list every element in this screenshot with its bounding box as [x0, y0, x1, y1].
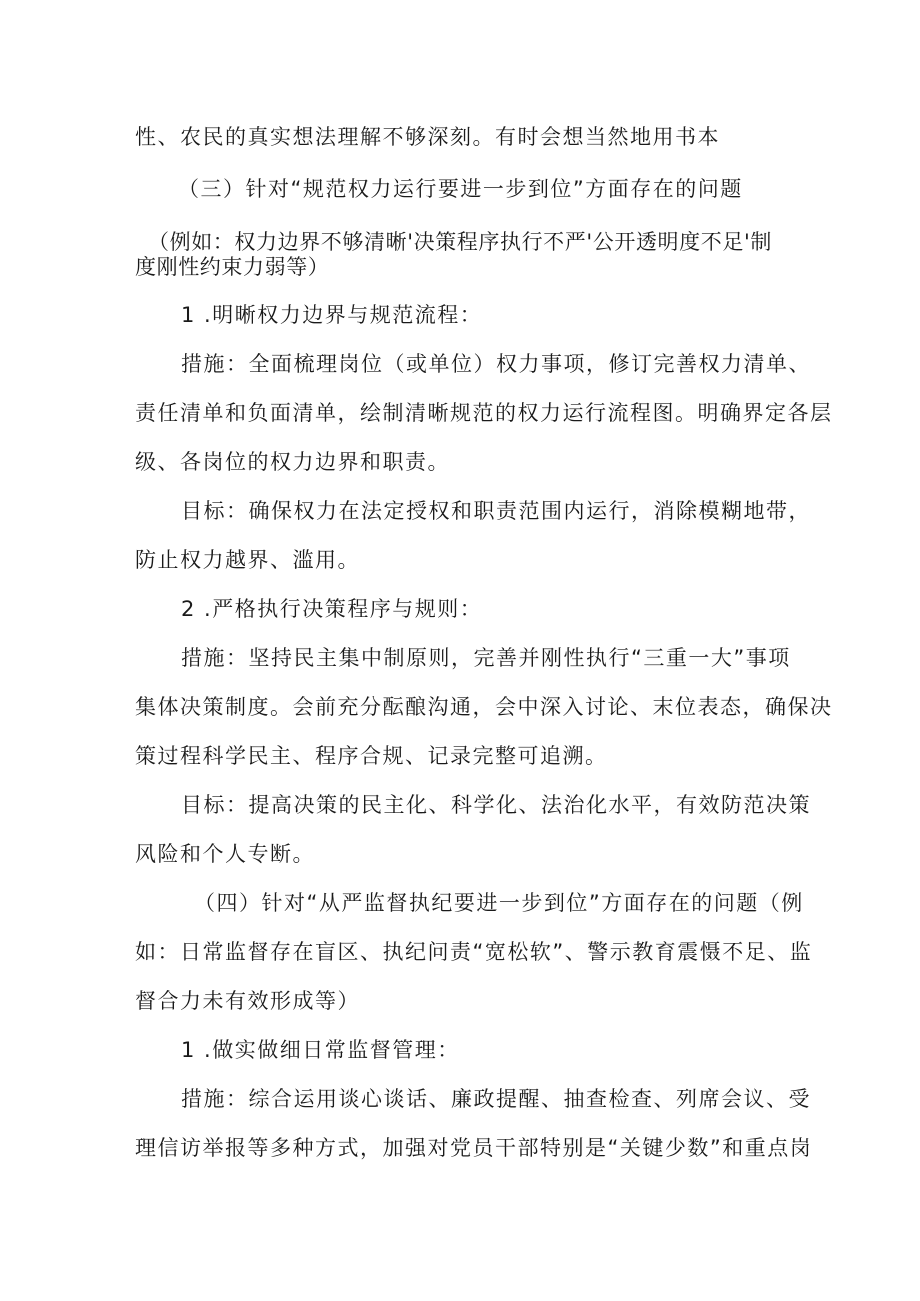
paragraph-continuation: 性、农民的真实想法理解不够深刻。有时会想当然地用书本: [135, 125, 720, 149]
section-4-heading-line-1: （四）针对“从严监督执纪要进一步到位”方面存在的问题（例: [194, 891, 804, 915]
section-4-heading-line-3: 督合力未有效形成等）: [135, 989, 360, 1013]
item-2-measure-line-3: 策过程科学民主、程序合规、记录完整可追溯。: [135, 744, 608, 768]
item-3-measure-line-2: 理信访举报等多种方式，加强对党员干部特别是“关键少数”和重点岗: [135, 1136, 813, 1160]
item-1-goal-line-2: 防止权力越界、滥用。: [135, 548, 360, 572]
item-2-measure-line-2: 集体决策制度。会前充分酝酿沟通，会中深入讨论、末位表态，确保决: [135, 695, 833, 719]
item-1-measure-line-3: 级、各岗位的权力边界和职责。: [135, 450, 450, 474]
item-2-goal-line-1: 目标：提高决策的民主化、科学化、法治化水平，有效防范决策: [181, 793, 811, 817]
item-1-goal-line-1: 目标：确保权力在法定授权和职责范围内运行，消除模糊地带，: [181, 499, 811, 523]
section-3-heading: （三）针对“规范权力运行要进一步到位”方面存在的问题: [178, 177, 743, 201]
section-3-example-line-2: 度刚性约束力弱等）: [135, 255, 330, 279]
item-3-measure-line-1: 措施：综合运用谈心谈话、廉政提醒、抽查检查、列席会议、受: [181, 1087, 811, 1111]
item-3-title: 1 .做实做细日常监督管理：: [181, 1038, 460, 1062]
item-1-measure-line-2: 责任清单和负面清单，绘制清晰规范的权力运行流程图。明确界定各层: [135, 401, 833, 425]
item-2-measure-line-1: 措施：坚持民主集中制原则，完善并刚性执行“三重一大”事项: [181, 646, 791, 670]
item-2-goal-line-2: 风险和个人专断。: [135, 842, 315, 866]
section-4-heading-line-2: 如：日常监督存在盲区、执纪问责“宽松软”、警示教育震慑不足、监: [135, 940, 813, 964]
item-1-title: 1 .明晰权力边界与规范流程：: [181, 303, 483, 327]
item-2-title: 2 .严格执行决策程序与规则：: [181, 597, 483, 621]
item-1-measure-line-1: 措施：全面梳理岗位（或单位）权力事项，修订完善权力清单、: [181, 352, 811, 376]
section-3-example-line-1: （例如：权力边界不够清晰'决策程序执行不严'公开透明度不足'制: [148, 230, 772, 254]
